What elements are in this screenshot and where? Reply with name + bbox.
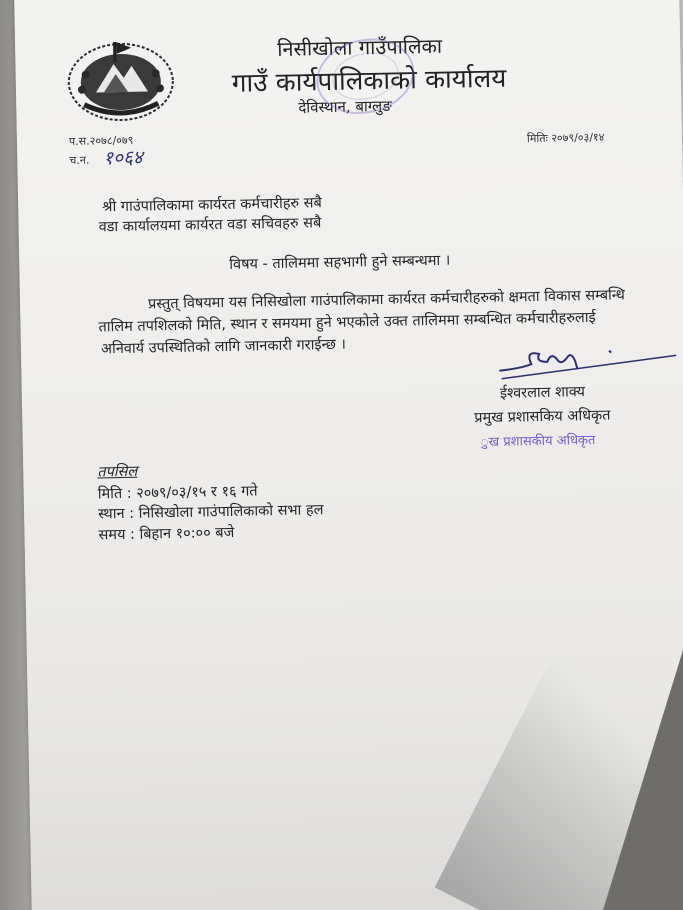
letterhead-office: गाउँ कार्यपालिकाको कार्यालय xyxy=(231,63,507,99)
details-heading: तपसिल xyxy=(97,463,138,481)
recipient-line: श्री गाउंपालिकामा कार्यरत कर्मचारीहरु सबै xyxy=(102,195,322,216)
chalani-number: १०६४ xyxy=(103,146,144,170)
designation-stamp: ुख प्रशासकीय अधिकृत xyxy=(480,432,596,451)
background-corner xyxy=(603,650,683,910)
chalani-label: च.न. xyxy=(69,153,90,167)
letterhead-municipality: निसीखोला गाउँपालिका xyxy=(276,33,443,61)
recipient-line: वडा कार्यालयमा कार्यरत वडा सचिवहरु सबै xyxy=(98,215,322,236)
reference-number: प.स.२०७८/०७९ xyxy=(68,133,134,148)
letterhead-address: देविस्थान, बाग्लुङ xyxy=(298,96,392,117)
municipality-emblem-icon xyxy=(65,33,177,125)
detail-date: मिति : २०७९/०३/१५ र १६ गते xyxy=(97,483,258,503)
detail-time: समय : बिहान १०:०० बजे xyxy=(98,524,235,544)
detail-place: स्थान : निसिखोला गाउंपालिकाको सभा हल xyxy=(97,502,324,523)
body-line: अनिवार्य उपस्थितिको लागि जानकारी गराईन्छ । xyxy=(100,336,347,358)
body-line: तालिम तपशिलको मिति, स्थान र समयमा हुने भएकोले उक्त तालिममा सम्बन्धित कर्मचारीहरुलाई xyxy=(98,309,596,336)
subject-line: विषय - तालिममा सहभागी हुने सम्बन्धमा । xyxy=(229,252,451,273)
signatory-name: ईश्वरलाल शाक्य xyxy=(499,384,586,402)
letter-date: मितिः २०७९/०३/१४ xyxy=(526,130,605,146)
letter-paper xyxy=(14,0,683,910)
signatory-title: प्रमुख प्रशासकिय अधिकृत xyxy=(474,407,611,427)
body-line: प्रस्तुत् विषयमा यस निसिखोला गाउंपालिकामा कार्यरत कर्मचारीहरुको क्षमता विकास सम्बन्धि xyxy=(147,287,625,313)
